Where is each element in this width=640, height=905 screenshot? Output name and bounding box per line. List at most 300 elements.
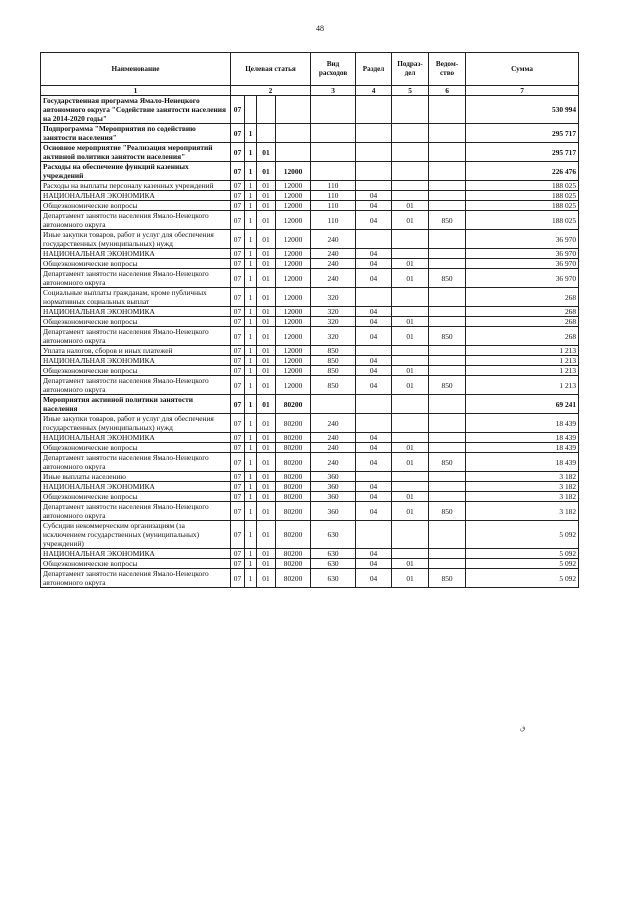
cell-target-program: 07 (231, 259, 245, 269)
cell-expense-type: 240 (311, 249, 356, 259)
cell-target-direction: 80200 (276, 521, 311, 549)
cell-amount: 268 (466, 327, 579, 346)
cell-subsection (392, 143, 429, 162)
cell-target-measure: 01 (257, 249, 276, 259)
table-row (41, 230, 579, 249)
cell-expense-type: 630 (311, 521, 356, 549)
cell-name: Иные выплаты населению (41, 472, 231, 482)
cell-target-direction: 12000 (276, 376, 311, 395)
cell-name: Департамент занятости населения Ямало-Ненецкого автономного округа (41, 376, 231, 395)
cell-target-direction: 80200 (276, 472, 311, 482)
header-target: Целевая статья (231, 53, 311, 86)
cell-amount: 18 439 (466, 414, 579, 433)
cell-target-direction: 80200 (276, 395, 311, 414)
cell-subsection: 01 (392, 211, 429, 230)
cell-section (356, 395, 392, 414)
cell-target-measure: 01 (257, 395, 276, 414)
cell-target-direction: 12000 (276, 249, 311, 259)
cell-department: 850 (429, 502, 466, 521)
cell-target-direction: 80200 (276, 414, 311, 433)
table-body (41, 96, 579, 588)
cell-name: Департамент занятости населения Ямало-Ненецкого автономного округа (41, 211, 231, 230)
cell-target-subprogram: 1 (245, 181, 257, 191)
cell-amount: 3 182 (466, 502, 579, 521)
cell-amount: 3 182 (466, 492, 579, 502)
cell-expense-type: 110 (311, 191, 356, 201)
cell-amount: 36 970 (466, 259, 579, 269)
cell-target-program: 07 (231, 549, 245, 559)
cell-expense-type: 320 (311, 307, 356, 317)
table-row (41, 327, 579, 346)
cell-name: НАЦИОНАЛЬНАЯ ЭКОНОМИКА (41, 433, 231, 443)
cell-subsection (392, 356, 429, 366)
cell-target-direction: 80200 (276, 443, 311, 453)
cell-name: НАЦИОНАЛЬНАЯ ЭКОНОМИКА (41, 549, 231, 559)
cell-target-subprogram: 1 (245, 327, 257, 346)
cell-target-measure: 01 (257, 356, 276, 366)
cell-department (429, 346, 466, 356)
cell-target-direction: 80200 (276, 433, 311, 443)
cell-target-direction: 80200 (276, 502, 311, 521)
cell-department (429, 191, 466, 201)
cell-target-program: 07 (231, 191, 245, 201)
cell-section: 04 (356, 211, 392, 230)
cell-subsection (392, 307, 429, 317)
cell-section (356, 162, 392, 181)
table-row (41, 502, 579, 521)
cell-target-program: 07 (231, 414, 245, 433)
cell-target-program: 07 (231, 395, 245, 414)
table-row (41, 307, 579, 317)
cell-expense-type: 240 (311, 433, 356, 443)
col-number-6: 6 (429, 86, 466, 96)
cell-target-program: 07 (231, 288, 245, 307)
cell-department (429, 482, 466, 492)
cell-amount: 188 025 (466, 181, 579, 191)
cell-section (356, 472, 392, 482)
table-row (41, 482, 579, 492)
cell-target-subprogram: 1 (245, 443, 257, 453)
cell-amount: 268 (466, 317, 579, 327)
cell-name: Департамент занятости населения Ямало-Ненецкого автономного округа (41, 269, 231, 288)
cell-expense-type: 320 (311, 288, 356, 307)
cell-target-direction: 12000 (276, 181, 311, 191)
table-row (41, 395, 579, 414)
cell-expense-type: 850 (311, 346, 356, 356)
cell-amount: 226 476 (466, 162, 579, 181)
table-row (41, 96, 579, 124)
table-row (41, 249, 579, 259)
cell-name: Иные закупки товаров, работ и услуг для обеспечения государственных (муниципальных) нужд (41, 414, 231, 433)
cell-target-direction: 80200 (276, 559, 311, 569)
cell-subsection (392, 181, 429, 191)
cell-target-subprogram: 1 (245, 521, 257, 549)
cell-name: Подпрограмма "Мероприятия по содействию занятости населения" (41, 124, 231, 143)
cell-target-measure: 01 (257, 307, 276, 317)
cell-department (429, 288, 466, 307)
cell-target-direction: 80200 (276, 482, 311, 492)
cell-department: 850 (429, 569, 466, 588)
cell-amount: 69 241 (466, 395, 579, 414)
cell-name: НАЦИОНАЛЬНАЯ ЭКОНОМИКА (41, 356, 231, 366)
cell-target-subprogram: 1 (245, 124, 257, 143)
cell-target-measure: 01 (257, 453, 276, 472)
table-row (41, 181, 579, 191)
cell-amount: 188 025 (466, 191, 579, 201)
cell-target-direction: 80200 (276, 453, 311, 472)
cell-target-subprogram: 1 (245, 230, 257, 249)
cell-target-measure: 01 (257, 376, 276, 395)
header-subsection: Подраз-дел (392, 53, 429, 86)
cell-department (429, 414, 466, 433)
cell-expense-type: 240 (311, 259, 356, 269)
cell-target-measure: 01 (257, 181, 276, 191)
cell-amount: 3 182 (466, 482, 579, 492)
cell-department (429, 124, 466, 143)
cell-section: 04 (356, 327, 392, 346)
cell-department (429, 181, 466, 191)
header-row (41, 53, 579, 86)
cell-target-measure: 01 (257, 433, 276, 443)
cell-target-subprogram: 1 (245, 366, 257, 376)
cell-target-subprogram: 1 (245, 201, 257, 211)
cell-section (356, 124, 392, 143)
cell-subsection (392, 346, 429, 356)
cell-department (429, 143, 466, 162)
cell-name: Общеэкономические вопросы (41, 443, 231, 453)
cell-section: 04 (356, 269, 392, 288)
table-row (41, 472, 579, 482)
cell-name: НАЦИОНАЛЬНАЯ ЭКОНОМИКА (41, 249, 231, 259)
cell-target-program: 07 (231, 443, 245, 453)
table-row (41, 259, 579, 269)
cell-target-direction: 12000 (276, 259, 311, 269)
cell-expense-type (311, 124, 356, 143)
cell-target-direction: 12000 (276, 307, 311, 317)
cell-amount: 5 092 (466, 521, 579, 549)
cell-amount: 5 092 (466, 559, 579, 569)
table-row (41, 414, 579, 433)
cell-target-subprogram: 1 (245, 162, 257, 181)
cell-name: Иные закупки товаров, работ и услуг для обеспечения государственных (муниципальных) нужд (41, 230, 231, 249)
cell-department (429, 307, 466, 317)
cell-section: 04 (356, 443, 392, 453)
cell-amount: 5 092 (466, 569, 579, 588)
cell-target-direction: 12000 (276, 191, 311, 201)
cell-expense-type: 850 (311, 376, 356, 395)
cell-amount: 1 213 (466, 376, 579, 395)
cell-name: Общеэкономические вопросы (41, 201, 231, 211)
cell-target-direction: 80200 (276, 549, 311, 559)
cell-target-direction: 12000 (276, 230, 311, 249)
cell-target-subprogram: 1 (245, 346, 257, 356)
cell-target-subprogram: 1 (245, 143, 257, 162)
cell-expense-type: 240 (311, 269, 356, 288)
table-row (41, 211, 579, 230)
cell-name: Расходы на выплаты персоналу казенных учреждений (41, 181, 231, 191)
cell-target-direction: 12000 (276, 317, 311, 327)
cell-department: 850 (429, 327, 466, 346)
cell-target-subprogram: 1 (245, 492, 257, 502)
cell-target-program: 07 (231, 201, 245, 211)
cell-subsection: 01 (392, 201, 429, 211)
cell-amount: 268 (466, 288, 579, 307)
cell-target-measure: 01 (257, 259, 276, 269)
table-row (41, 433, 579, 443)
cell-target-measure: 01 (257, 211, 276, 230)
cell-subsection: 01 (392, 443, 429, 453)
cell-target-program: 07 (231, 569, 245, 588)
cell-subsection: 01 (392, 366, 429, 376)
cell-target-measure: 01 (257, 492, 276, 502)
cell-section: 04 (356, 366, 392, 376)
cell-department (429, 366, 466, 376)
cell-expense-type: 360 (311, 502, 356, 521)
cell-expense-type: 630 (311, 549, 356, 559)
cell-target-subprogram: 1 (245, 288, 257, 307)
cell-amount: 5 092 (466, 549, 579, 559)
cell-subsection: 01 (392, 502, 429, 521)
cell-target-measure: 01 (257, 317, 276, 327)
cell-section (356, 230, 392, 249)
cell-amount: 1 213 (466, 366, 579, 376)
cell-subsection (392, 230, 429, 249)
cell-name: Департамент занятости населения Ямало-Ненецкого автономного округа (41, 502, 231, 521)
cell-expense-type: 240 (311, 453, 356, 472)
cell-name: НАЦИОНАЛЬНАЯ ЭКОНОМИКА (41, 307, 231, 317)
cell-department (429, 443, 466, 453)
cell-target-direction: 80200 (276, 492, 311, 502)
cell-target-direction: 12000 (276, 356, 311, 366)
cell-department (429, 559, 466, 569)
cell-target-subprogram: 1 (245, 211, 257, 230)
cell-section: 04 (356, 559, 392, 569)
cell-target-program: 07 (231, 502, 245, 521)
cell-name: Общеэкономические вопросы (41, 559, 231, 569)
table-row (41, 191, 579, 201)
cell-section: 04 (356, 307, 392, 317)
cell-expense-type (311, 162, 356, 181)
table-row (41, 376, 579, 395)
col-number-1: 1 (41, 86, 231, 96)
cell-amount: 18 439 (466, 453, 579, 472)
cell-subsection: 01 (392, 376, 429, 395)
cell-section: 04 (356, 549, 392, 559)
cell-target-subprogram: 1 (245, 307, 257, 317)
cell-department: 850 (429, 453, 466, 472)
cell-expense-type: 110 (311, 181, 356, 191)
cell-target-subprogram: 1 (245, 356, 257, 366)
page-number: 48 (316, 24, 324, 33)
cell-target-program: 07 (231, 249, 245, 259)
cell-target-measure (257, 124, 276, 143)
cell-target-program: 07 (231, 472, 245, 482)
cell-target-program: 07 (231, 346, 245, 356)
cell-target-program: 07 (231, 211, 245, 230)
cell-amount: 188 025 (466, 211, 579, 230)
cell-department: 850 (429, 269, 466, 288)
cell-section: 04 (356, 376, 392, 395)
cell-expense-type: 360 (311, 472, 356, 482)
cell-target-measure: 01 (257, 346, 276, 356)
cell-target-measure: 01 (257, 327, 276, 346)
cell-target-measure: 01 (257, 288, 276, 307)
table-row (41, 288, 579, 307)
cell-section (356, 521, 392, 549)
cell-target-direction: 12000 (276, 366, 311, 376)
cell-department (429, 317, 466, 327)
cell-target-program: 07 (231, 453, 245, 472)
cell-target-program: 07 (231, 317, 245, 327)
table-row (41, 143, 579, 162)
cell-target-measure: 01 (257, 201, 276, 211)
cell-section (356, 346, 392, 356)
cell-section (356, 143, 392, 162)
table-row (41, 569, 579, 588)
cell-target-direction: 12000 (276, 346, 311, 356)
cell-amount: 36 970 (466, 230, 579, 249)
cell-target-direction: 12000 (276, 288, 311, 307)
cell-target-direction (276, 124, 311, 143)
cell-target-measure: 01 (257, 502, 276, 521)
cell-department (429, 201, 466, 211)
cell-target-program: 07 (231, 124, 245, 143)
cell-target-direction: 12000 (276, 162, 311, 181)
cell-target-measure: 01 (257, 521, 276, 549)
cell-expense-type (311, 96, 356, 124)
cell-section: 04 (356, 201, 392, 211)
cell-name: Департамент занятости населения Ямало-Ненецкого автономного округа (41, 453, 231, 472)
cell-section (356, 414, 392, 433)
cell-amount: 295 717 (466, 143, 579, 162)
col-number-7: 7 (466, 86, 579, 96)
cell-target-subprogram: 1 (245, 569, 257, 588)
cell-amount: 36 970 (466, 269, 579, 288)
cell-target-program: 07 (231, 559, 245, 569)
cell-target-subprogram: 1 (245, 453, 257, 472)
header-amount: Сумма (466, 53, 579, 86)
cell-amount: 268 (466, 307, 579, 317)
header-section: Раздел (356, 53, 392, 86)
cell-target-subprogram: 1 (245, 482, 257, 492)
table-row (41, 366, 579, 376)
cell-target-measure: 01 (257, 191, 276, 201)
cell-subsection: 01 (392, 453, 429, 472)
cell-expense-type: 240 (311, 230, 356, 249)
cell-amount: 3 182 (466, 472, 579, 482)
cell-expense-type: 240 (311, 443, 356, 453)
cell-section: 04 (356, 259, 392, 269)
cell-section: 04 (356, 249, 392, 259)
stray-scan-mark: ٯ (520, 724, 526, 732)
cell-target-program: 07 (231, 356, 245, 366)
budget-table (40, 52, 579, 588)
header-expense-type: Вид расходов (311, 53, 356, 86)
cell-target-subprogram: 1 (245, 502, 257, 521)
table-row (41, 492, 579, 502)
cell-amount: 18 439 (466, 443, 579, 453)
cell-department (429, 356, 466, 366)
cell-subsection (392, 288, 429, 307)
cell-target-subprogram: 1 (245, 317, 257, 327)
cell-target-program: 07 (231, 366, 245, 376)
cell-expense-type: 360 (311, 492, 356, 502)
col-number-4: 4 (356, 86, 392, 96)
cell-target-subprogram (245, 96, 257, 124)
cell-target-measure: 01 (257, 366, 276, 376)
table-row (41, 201, 579, 211)
cell-target-subprogram: 1 (245, 472, 257, 482)
cell-target-measure: 01 (257, 549, 276, 559)
cell-target-program: 07 (231, 492, 245, 502)
table-row (41, 269, 579, 288)
cell-target-program: 07 (231, 269, 245, 288)
cell-subsection (392, 162, 429, 181)
cell-name: Общеэкономические вопросы (41, 492, 231, 502)
cell-name: Уплата налогов, сборов и иных платежей (41, 346, 231, 356)
cell-department (429, 230, 466, 249)
cell-expense-type (311, 395, 356, 414)
cell-amount: 295 717 (466, 124, 579, 143)
table-row (41, 521, 579, 549)
cell-department (429, 96, 466, 124)
cell-subsection (392, 395, 429, 414)
cell-subsection: 01 (392, 317, 429, 327)
cell-name: Департамент занятости населения Ямало-Ненецкого автономного округа (41, 327, 231, 346)
cell-subsection (392, 433, 429, 443)
cell-section: 04 (356, 191, 392, 201)
cell-section (356, 96, 392, 124)
cell-subsection (392, 482, 429, 492)
cell-name: Государственная программа Ямало-Ненецкого автономного округа "Содействие занятости населения на 2014-2020 годы" (41, 96, 231, 124)
header-department: Ведом-ство (429, 53, 466, 86)
cell-subsection: 01 (392, 259, 429, 269)
cell-target-program: 07 (231, 181, 245, 191)
cell-expense-type: 240 (311, 414, 356, 433)
cell-subsection: 01 (392, 269, 429, 288)
table-row (41, 453, 579, 472)
cell-expense-type: 320 (311, 327, 356, 346)
cell-expense-type (311, 143, 356, 162)
cell-expense-type: 630 (311, 559, 356, 569)
cell-target-program: 07 (231, 433, 245, 443)
cell-department (429, 492, 466, 502)
cell-department (429, 395, 466, 414)
cell-target-measure: 01 (257, 162, 276, 181)
cell-amount: 18 439 (466, 433, 579, 443)
cell-section: 04 (356, 569, 392, 588)
cell-target-measure: 01 (257, 482, 276, 492)
cell-section: 04 (356, 492, 392, 502)
cell-name: НАЦИОНАЛЬНАЯ ЭКОНОМИКА (41, 482, 231, 492)
cell-target-measure: 01 (257, 269, 276, 288)
cell-subsection (392, 96, 429, 124)
cell-subsection: 01 (392, 327, 429, 346)
cell-name: Расходы на обеспечение функций казенных учреждений (41, 162, 231, 181)
cell-subsection (392, 472, 429, 482)
cell-name: Общеэкономические вопросы (41, 366, 231, 376)
cell-section: 04 (356, 453, 392, 472)
table-row (41, 356, 579, 366)
cell-target-measure: 01 (257, 443, 276, 453)
header-name: Наименование (41, 53, 231, 86)
cell-subsection (392, 191, 429, 201)
cell-target-measure (257, 96, 276, 124)
cell-target-subprogram: 1 (245, 191, 257, 201)
cell-target-program: 07 (231, 307, 245, 317)
cell-department (429, 433, 466, 443)
cell-target-program: 07 (231, 96, 245, 124)
